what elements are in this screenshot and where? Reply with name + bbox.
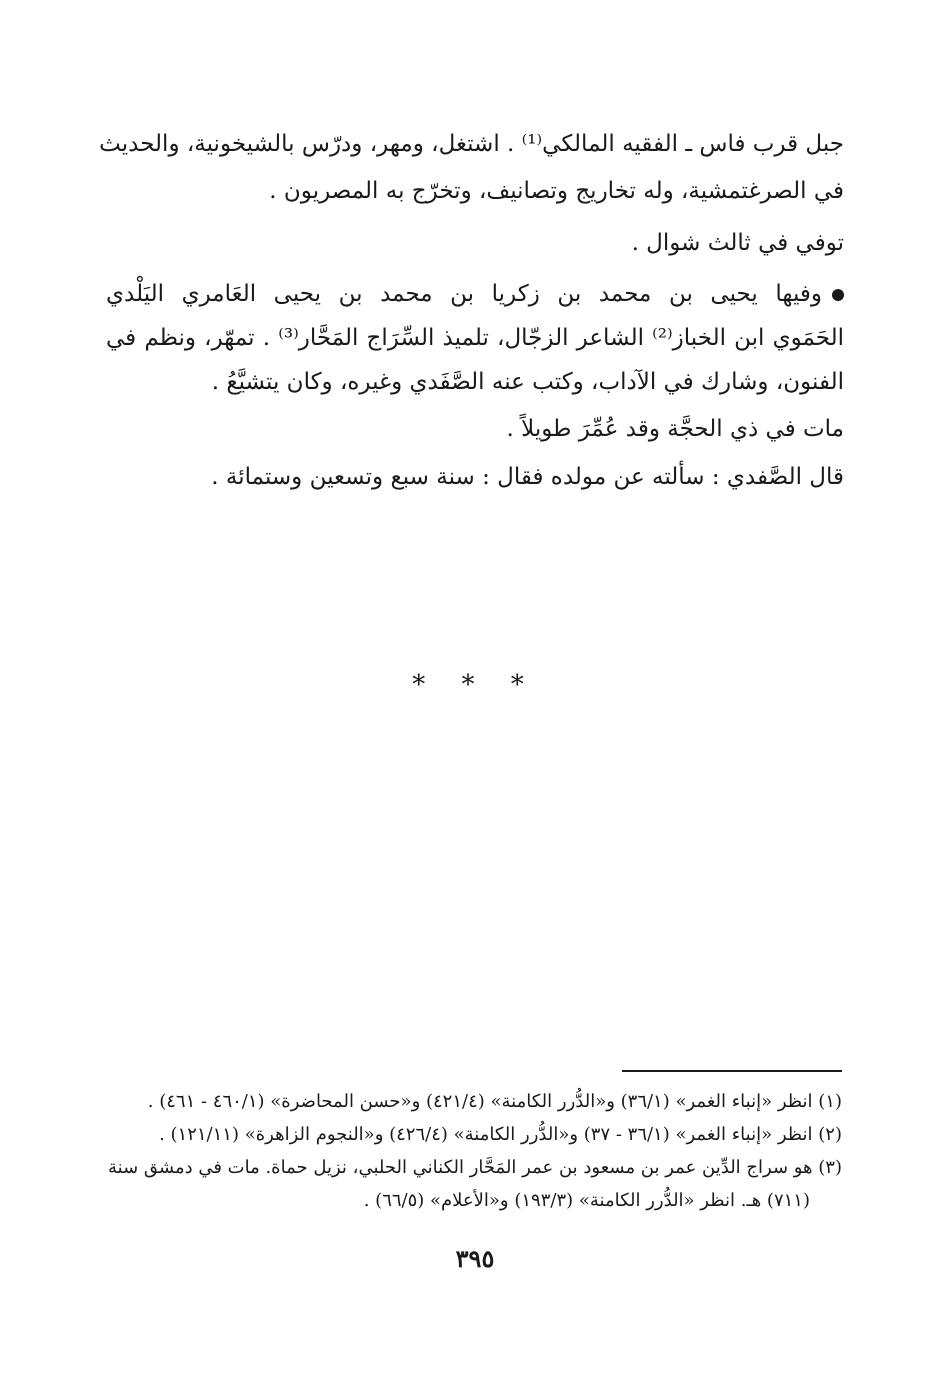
body-line-2: في الصرغتمشية، وله تخاريج وتصانيف، وتخرّج به المصريون .	[269, 178, 844, 204]
body-line-7: مات في ذي الحجَّة وقد عُمِّرَ طويلاً .	[506, 416, 844, 442]
body-line-8: قال الصَّفدي : سألته عن مولده فقال : سنة سبع وتسعين وستمائة .	[211, 464, 844, 490]
entry-line-1	[106, 283, 844, 306]
footnote-rule	[622, 1070, 842, 1072]
body-line-5: الحَمَوي ابن الخباز⁽²⁾ الشاعر الزجّال، تلميذ السِّرَاج المَحَّار⁽³⁾ . تمهّر، ونظم في	[106, 325, 845, 351]
footnote-3-continuation: (٧١١) هـ. انظر «الدُّرر الكامنة» (١٩٣/٣) و«الأعلام» (٦٦/٥) .	[363, 1190, 810, 1211]
entry-line-1-text: وفيها يحيى بن محمد بن زكريا بن محمد بن يحيى العَامري اليَلْدي	[106, 281, 822, 307]
body-line-3: توفي في ثالث شوال .	[631, 230, 844, 256]
page-number: ٣٩٥	[455, 1244, 495, 1273]
footnote-2: (٢) انظر «إنباء الغمر» (٣٦/١ - ٣٧) و«الدُّرر الكامنة» (٤٢٦/٤) و«النجوم الزاهرة» (١٢١/١١) .	[159, 1124, 842, 1145]
bullet-icon	[832, 289, 844, 301]
footnote-3: (٣) هو سراج الدِّين عمر بن مسعود بن عمر المَحَّار الكناني الحلبي، نزيل حماة. مات في دمشق سنة	[107, 1157, 842, 1178]
section-separator: * * *	[412, 670, 538, 700]
body-line-6: الفنون، وشارك في الآداب، وكتب عنه الصَّفَدي وغيره، وكان يتشيَّعُ .	[211, 369, 844, 395]
body-line-1: جبل قرب فاس ـ الفقيه المالكي⁽¹⁾ . اشتغل، ومهر، ودرّس بالشيخونية، والحديث	[99, 131, 844, 157]
footnote-1: (١) انظر «إنباء الغمر» (٣٦/١) و«الدُّرر الكامنة» (٤٢١/٤) و«حسن المحاضرة» (٤٦٠/١ - ٤٦١) .	[147, 1091, 842, 1112]
